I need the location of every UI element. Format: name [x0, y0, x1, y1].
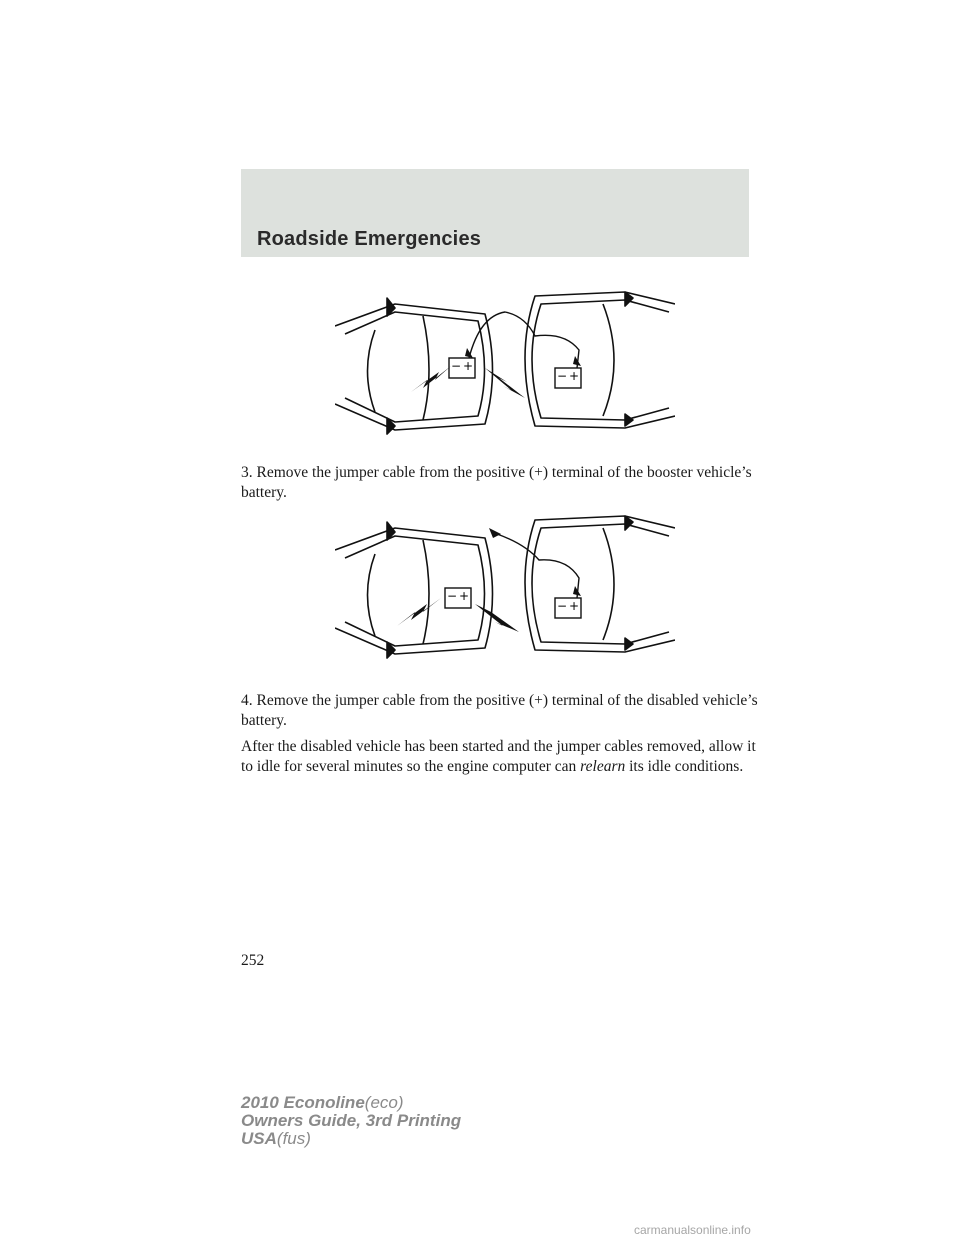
after-text-before: After the disabled vehicle has been started and the jumper cables removed, allow it to idle for several minutes so the engine computer can: [241, 738, 756, 775]
battery-minus-label: −: [557, 599, 568, 613]
watermark: carmanualsonline.info: [634, 1223, 751, 1237]
spark-icon: [397, 598, 441, 626]
footer-model-code: (eco): [364, 1093, 404, 1112]
booster-vehicle-outline: [525, 292, 675, 428]
cable-clamp-icon: [489, 528, 501, 538]
jumper-diagram-connected-svg: [335, 286, 675, 436]
battery-plus-label: +: [463, 359, 474, 373]
footer-model: 2010 Econoline: [241, 1093, 365, 1112]
battery-minus-label: −: [451, 359, 462, 373]
battery-plus-label: +: [569, 599, 580, 613]
battery-minus-label: −: [557, 369, 568, 383]
spark-icon: [411, 366, 451, 392]
footer-region-code: (fus): [276, 1129, 311, 1148]
document-footer: [241, 1094, 461, 1148]
jumper-diagram-connected: [335, 286, 675, 436]
jumper-diagram-booster-removed: [335, 510, 675, 660]
step-3-text: 3. Remove the jumper cable from the positive (+) terminal of the booster vehicle’s battery.: [241, 464, 752, 501]
jumper-diagram-booster-removed-svg: [335, 510, 675, 660]
footer-edition: Owners Guide, 3rd Printing: [241, 1111, 462, 1130]
jumper-cable: [497, 534, 579, 598]
jumper-cable: [469, 312, 579, 368]
battery-minus-label: −: [447, 589, 458, 603]
footer-region: USA: [241, 1129, 277, 1148]
step-4-text: 4. Remove the jumper cable from the positive (+) terminal of the disabled vehicle’s battery.: [241, 692, 758, 729]
battery-plus-label: +: [569, 369, 580, 383]
after-text-after: its idle conditions.: [629, 758, 744, 775]
relearn-emphasis: relearn: [580, 758, 626, 775]
section-header: [241, 169, 749, 257]
after-start-paragraph: [241, 737, 761, 777]
booster-vehicle-outline: [525, 516, 675, 652]
section-title: Roadside Emergencies: [257, 228, 482, 250]
battery-plus-label: +: [459, 589, 470, 603]
page-number: 252: [241, 952, 265, 969]
